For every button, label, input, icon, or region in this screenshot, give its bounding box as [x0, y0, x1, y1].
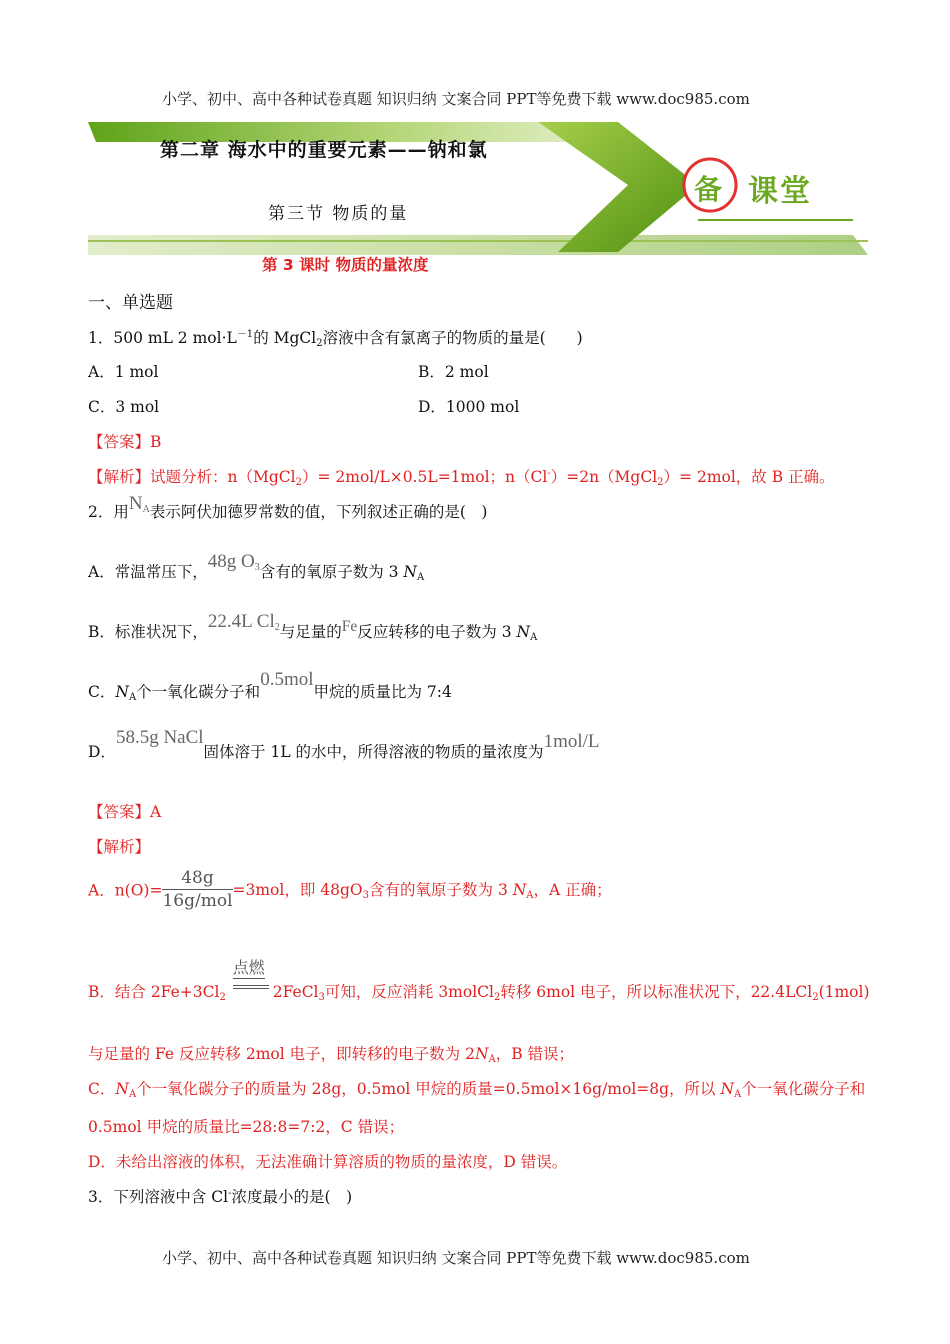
q1-stem-sub: 2	[316, 338, 323, 349]
logo-ketang: 课堂	[748, 174, 812, 209]
q1-stem-c: 溶液中含有氯离子的物质的量是( )	[322, 329, 583, 347]
q1-analysis-b: ）= 2mol/L×0.5L=1mol；n（Cl	[301, 468, 548, 486]
q2-stem-text: 表示阿伏加德罗常数的值，下列叙述正确的是( )	[149, 503, 488, 521]
q2-option-a-formula: 48g $O_3$	[207, 551, 260, 573]
q1-analysis-sub2: 2	[657, 477, 664, 488]
logo-bei: 备	[694, 173, 723, 206]
q3-stem: 3．下列溶液中含 Cl-浓度最小的是( )	[88, 1188, 353, 1206]
q2-analysis-label: 【解析】	[88, 838, 151, 856]
q1-stem-a: 500 mL 2 mol·L	[113, 329, 237, 347]
q1-stem-b: 的 MgCl	[253, 329, 317, 347]
section-title: 第三节 物质的量	[268, 204, 409, 224]
q2-analysis-c: C．$N_A$个一氧化碳分子的质量为 28g，0.5mol 甲烷的质量=0.5mol×16g/mol=8g，所以 $N_A$个一氧化碳分子和	[88, 1080, 866, 1100]
q1-analysis	[88, 465, 835, 488]
q1-answer	[88, 430, 161, 452]
q2-analysis-b: B．结合 $2Fe+3Cl_2$ 点燃 2FeCl$_3$可知，反应消耗 3molCl$_2$转移 6mol 电子，所以标准状况下，22.4LCl$_2$(1mol)	[88, 980, 870, 1003]
q1-option-c: C．3 mol	[88, 398, 160, 416]
q2-analysis-d: D．未给出溶液的体积，无法准确计算溶质的物质的量浓度，D 错误。	[88, 1153, 568, 1171]
q2-stem	[88, 493, 488, 523]
q2-number: 2．	[88, 503, 114, 521]
lesson-title: 第 3 课时 物质的量浓度	[262, 256, 429, 274]
q1-analysis-c: ）=2n（MgCl	[550, 468, 658, 486]
q1-number: 1．	[88, 329, 114, 347]
q1-analysis-label: 【解析】	[88, 468, 151, 486]
q1-stem-sup: －1	[236, 329, 254, 340]
q1-answer-value: B	[150, 433, 162, 451]
q2-option-c-formula: 0.5mol	[260, 669, 314, 690]
q2-option-b: B．标准状况下，22.4L $Cl_2$与足量的Fe反应转移的电子数为 3 $N_A$	[88, 611, 538, 643]
q1-analysis-d: ）= 2mol，故 B 正确。	[663, 468, 835, 486]
page-footer: 小学、初中、高中各种试卷真题 知识归纳 文案合同 PPT等免费下载 www.doc985.com	[162, 1249, 750, 1267]
chapter-title: 第二章 海水中的重要元素——钠和氯	[160, 139, 488, 161]
chapter-banner	[88, 120, 868, 255]
q1-analysis-sub1: 2	[295, 477, 302, 488]
q2-reaction-arrow: 点燃	[231, 983, 273, 1003]
q1-option-b: B．2 mol	[418, 363, 489, 381]
q2-option-b-formula: 22.4L $Cl_2$	[207, 611, 280, 633]
q2-analysis-b-line2: 与足量的 Fe 反应转移 2mol 电子，即转移的电子数为 $2N_A$，B 错误；	[88, 1045, 575, 1065]
q2-option-d: D．58.5g NaCl固体溶于 1L 的水中，所得溶液的物质的量浓度为1mol/L	[88, 727, 600, 761]
q2-option-a: A．常温常压下，48g $O_3$含有的氧原子数为 3 $N_A$	[88, 551, 425, 583]
q1-stem	[88, 325, 583, 349]
q1-answer-label: 【答案】	[88, 433, 151, 451]
q2-analysis-a: A．n(O)= $\frac{48g}{\text{16g/mol}}$ =3mol，即 $48gO_3$含有的氧原子数为 3 $N_A$，A 正确；	[88, 868, 612, 911]
q2-na-image: $N_A$	[128, 493, 150, 515]
q1-option-a: A．1 mol	[88, 363, 159, 381]
page-header: 小学、初中、高中各种试卷真题 知识归纳 文案合同 PPT等免费下载 www.doc985.com	[162, 90, 750, 108]
q2-use: 用	[113, 503, 129, 521]
q2-analysis-c-line2: 0.5mol 甲烷的质量比=28:8=7:2，C 错误；	[88, 1118, 405, 1136]
q2-option-d-formula: 58.5g NaCl	[115, 727, 204, 748]
q2-option-c: C．$N_A$个一氧化碳分子和0.5mol甲烷的质量比为 7:4	[88, 669, 452, 703]
q1-analysis-sup: -	[547, 468, 551, 479]
q1-analysis-a: 试题分析：n（MgCl	[150, 468, 296, 486]
q2-fraction: $\frac{48g}{\text{16g/mol}}$	[162, 868, 233, 911]
q2-option-b-fe: Fe	[341, 618, 358, 635]
q2-option-d-formula-2: 1mol/L	[543, 731, 600, 752]
q2-answer: 【答案】A	[88, 803, 162, 821]
part-title: 一、单选题	[88, 293, 173, 313]
q1-option-d: D．1000 mol	[418, 398, 520, 416]
